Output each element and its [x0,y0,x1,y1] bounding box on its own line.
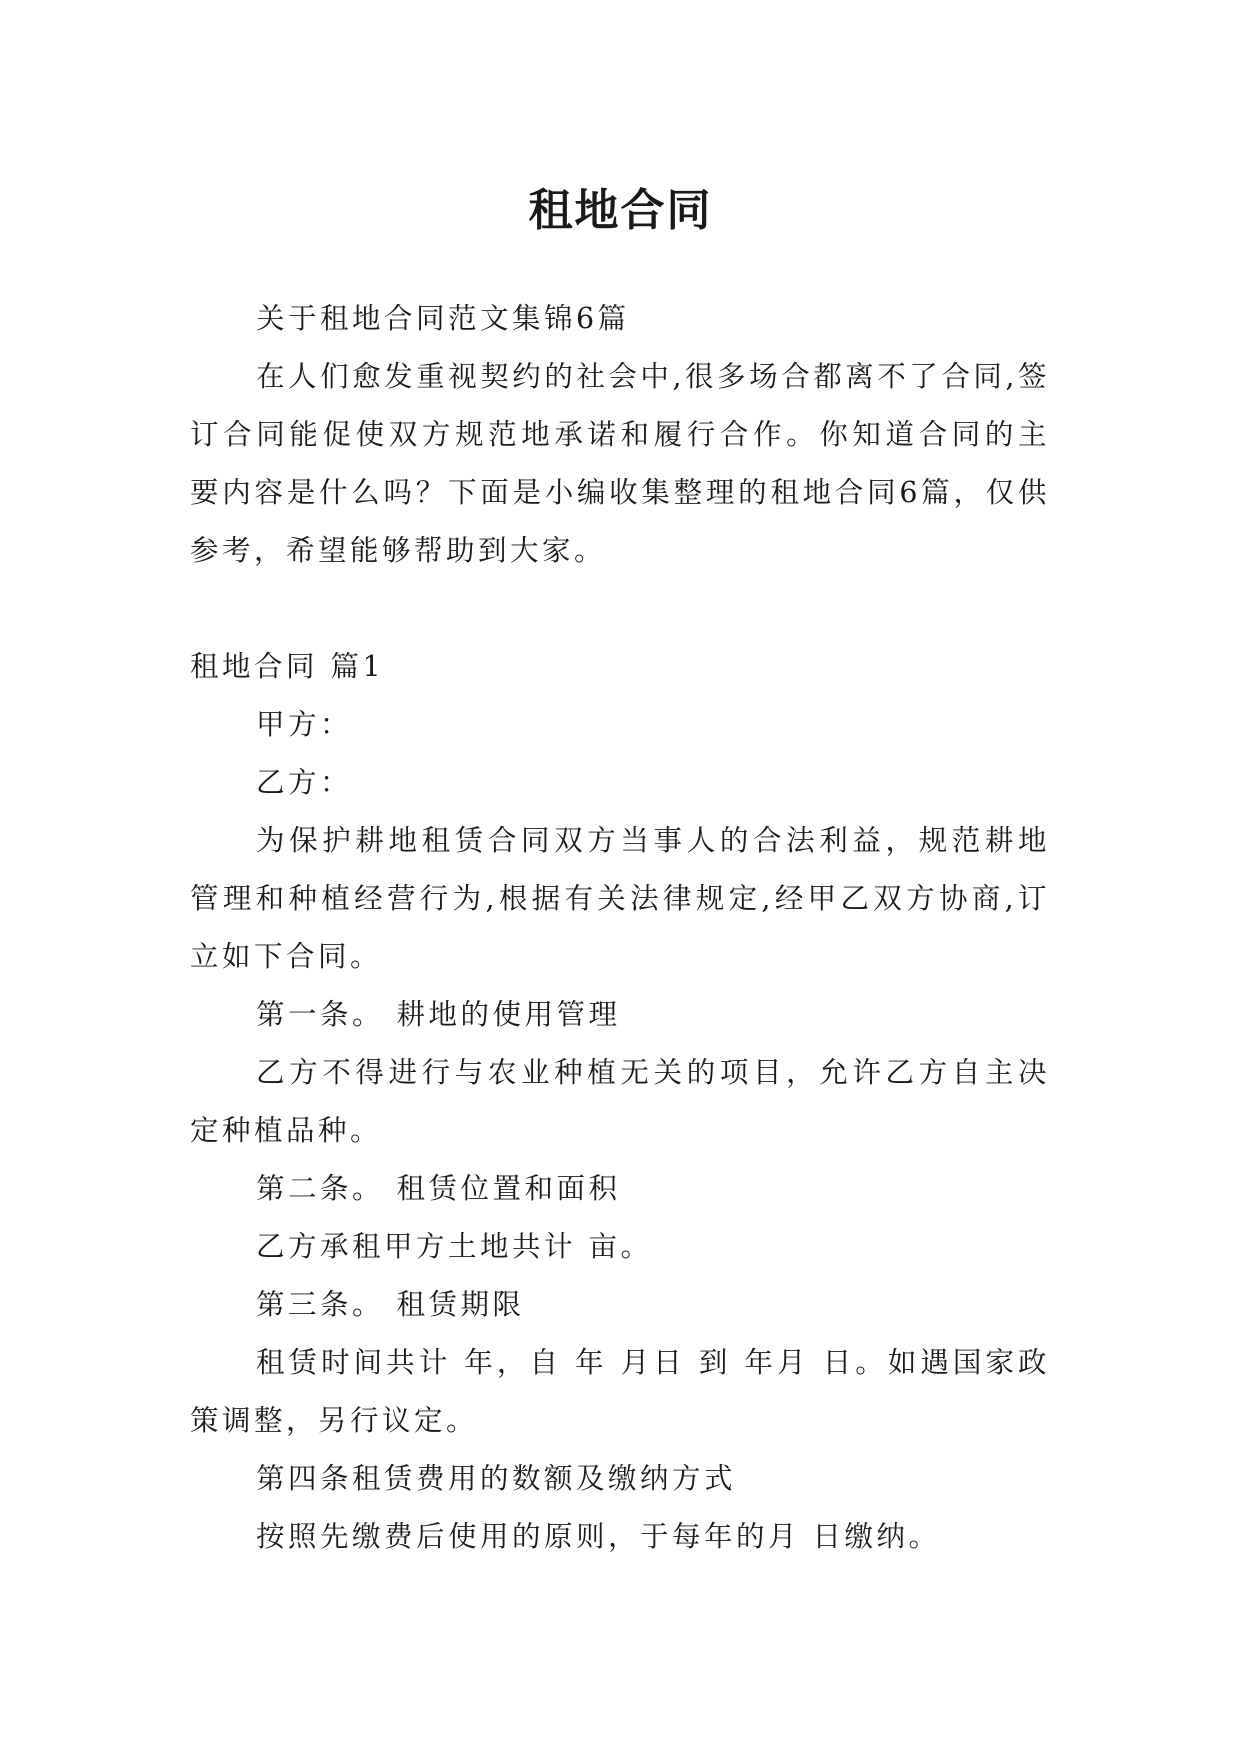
document-body [190,290,1050,1566]
article-2-heading: 第二条。 租赁位置和面积 [256,1172,621,1205]
article-2-text: 乙方承租甲方土地共计 亩。 [256,1230,653,1263]
document-title: 租地合同 [528,185,713,237]
party-b-line: 乙方： [256,766,353,799]
article-3-text: 租赁时间共计 年，自 年 月日 到 年月 日。如遇国家政策调整，另行议定。 [190,1346,1050,1437]
intro-heading: 关于租地合同范文集锦6篇 [256,302,630,335]
section-heading: 租地合同 篇1 [190,650,385,683]
party-a-line: 甲方： [256,708,353,741]
article-1-text: 乙方不得进行与农业种植无关的项目，允许乙方自主决定种植品种。 [190,1056,1050,1147]
article-3-heading: 第三条。 租赁期限 [256,1288,525,1321]
intro-paragraph: 在人们愈发重视契约的社会中,很多场合都离不了合同,签订合同能促使双方规范地承诺和履行合作。你知道合同的主要内容是什么吗？下面是小编收集整理的租地合同6篇，仅供参考，希望能够帮助到大家。 [190,360,1050,567]
article-1-heading: 第一条。 耕地的使用管理 [256,998,621,1031]
article-4-text: 按照先缴费后使用的原则，于每年的月 日缴纳。 [256,1520,941,1553]
preamble-paragraph: 为保护耕地租赁合同双方当事人的合法利益，规范耕地管理和种植经营行为,根据有关法律规定,经甲乙双方协商,订立如下合同。 [190,824,1050,973]
article-4-heading: 第四条租赁费用的数额及缴纳方式 [256,1462,737,1495]
